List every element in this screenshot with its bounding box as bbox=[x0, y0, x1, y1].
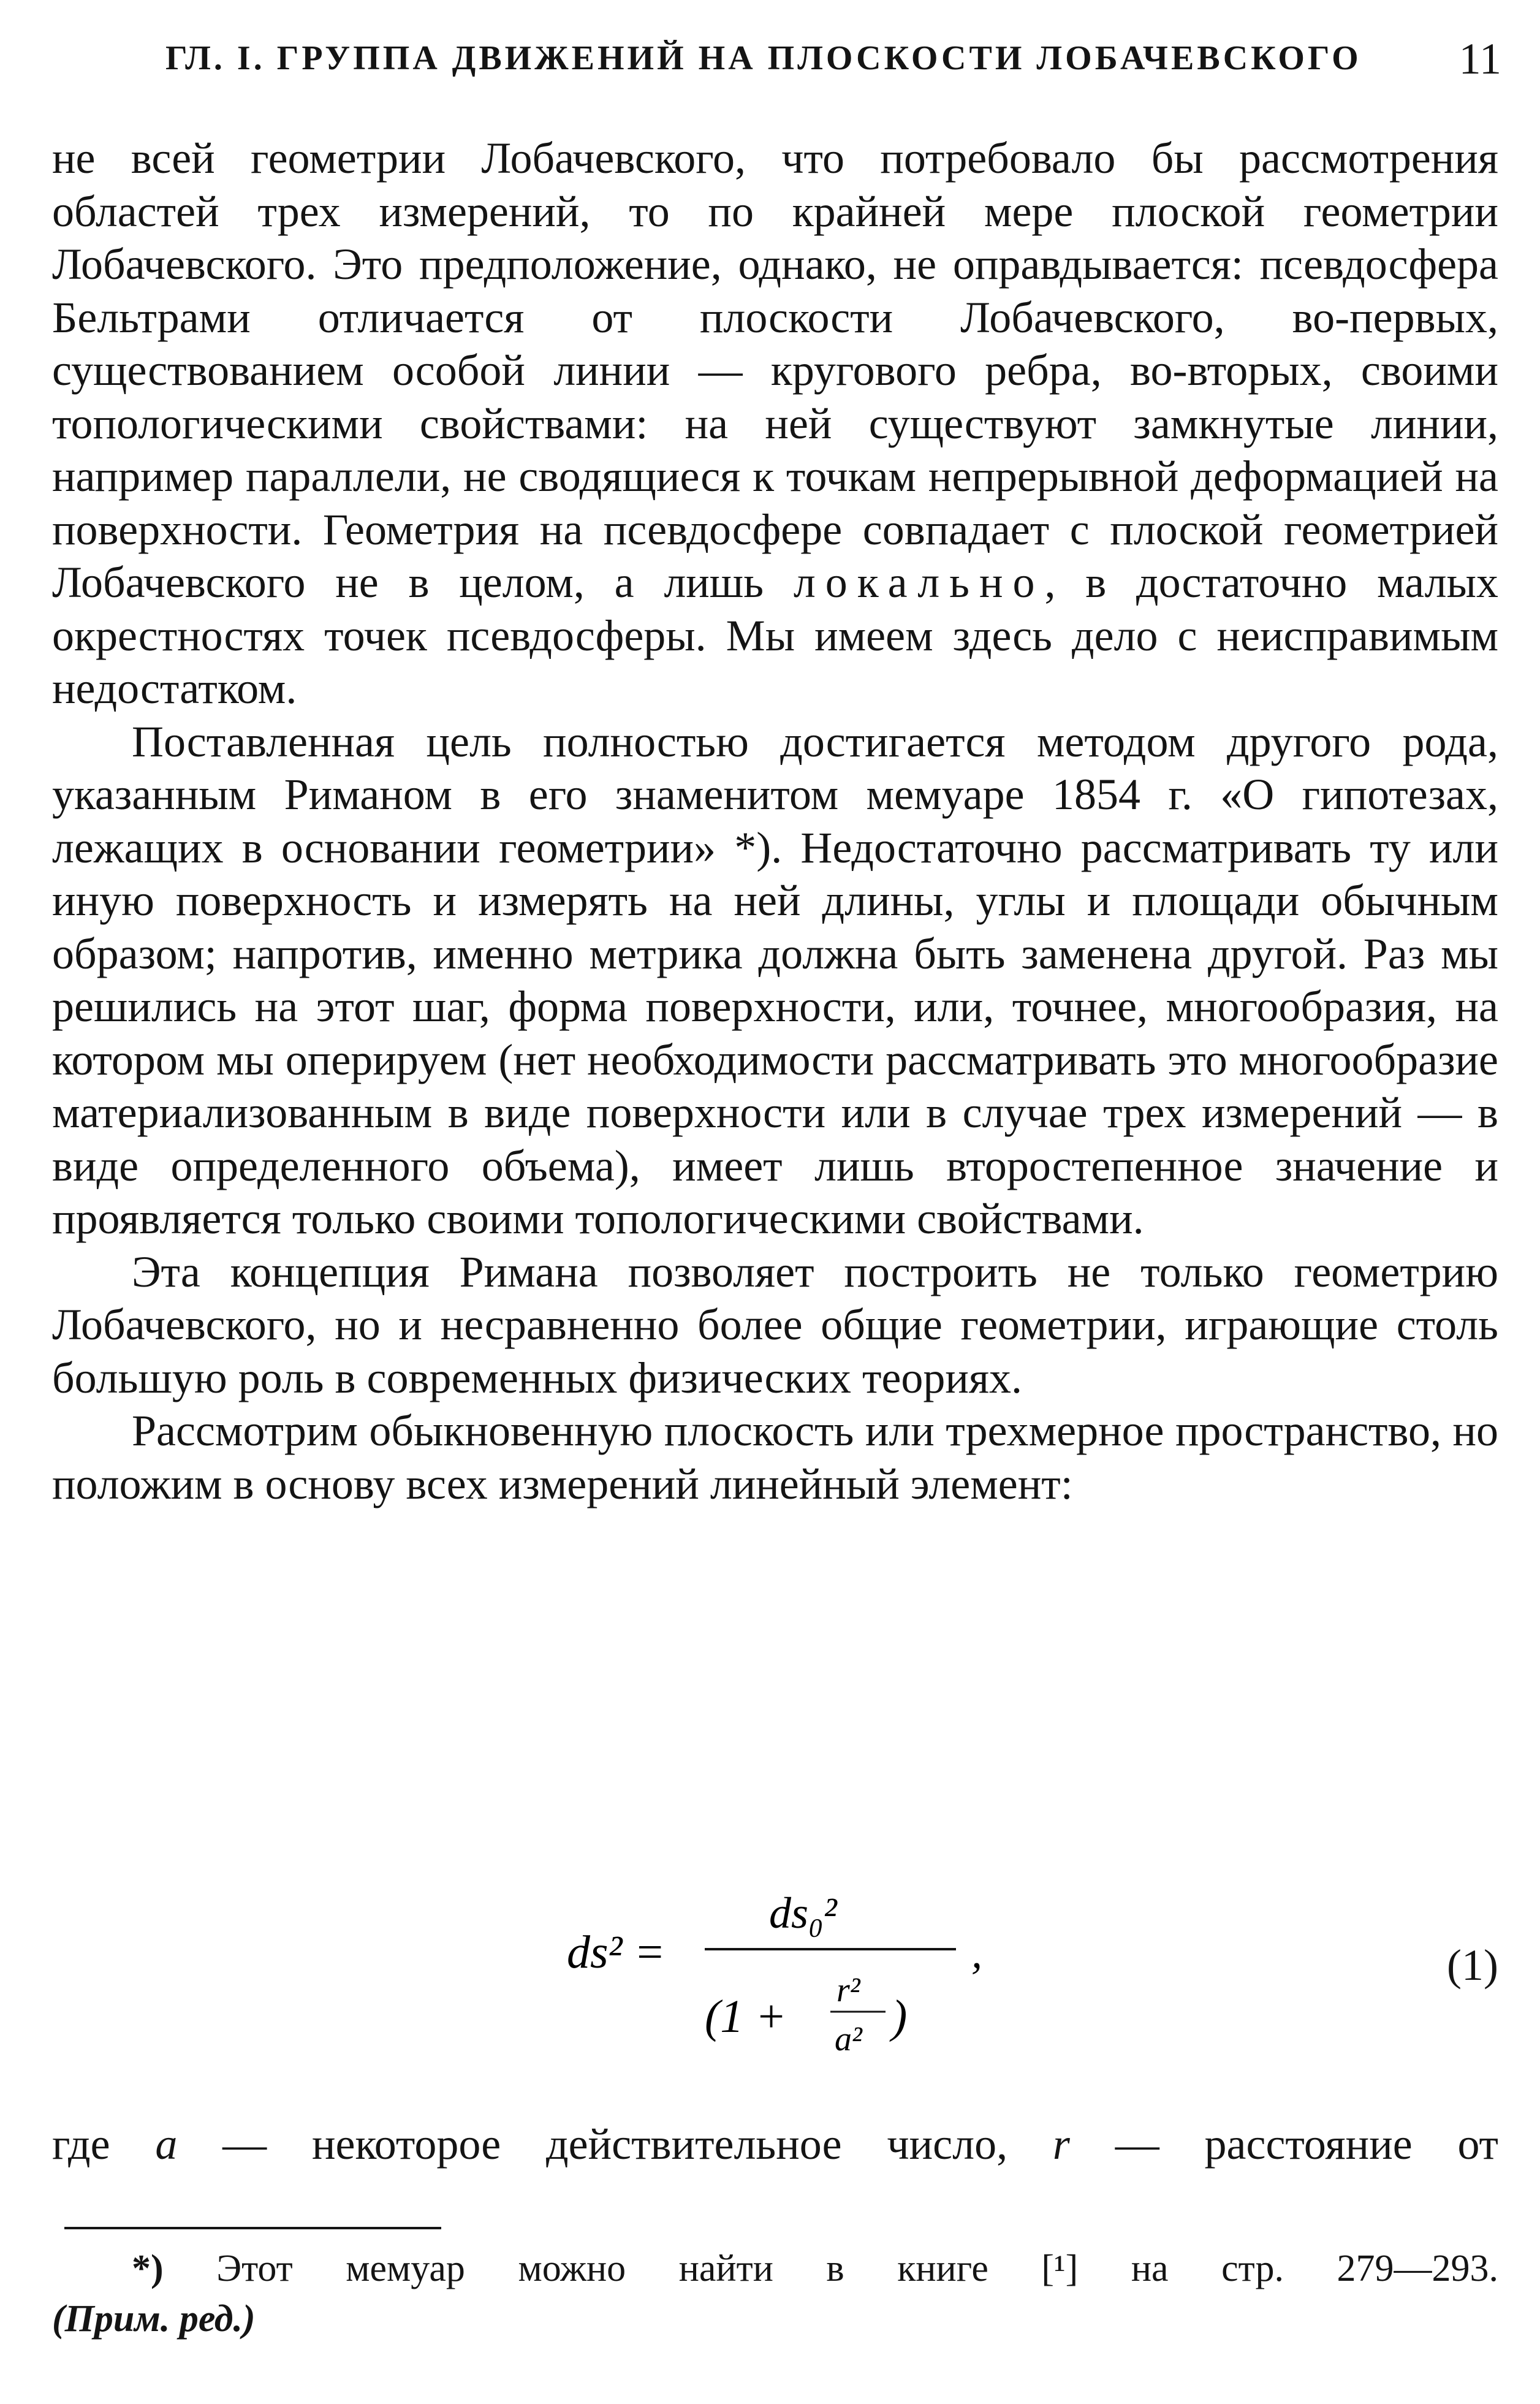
equation-graphic bbox=[567, 1870, 996, 2066]
paragraph-4: Рассмотрим обыкновенную плоскость или трехмерное пространство, но положим в основу всех измерений линейный элемент: bbox=[52, 1406, 1498, 1508]
editor-note: (Прим. ред.) bbox=[52, 2298, 256, 2340]
after-formula-prefix: где bbox=[52, 2120, 156, 2169]
equation-denominator-open: (1 + bbox=[705, 1991, 787, 2042]
after-formula-suffix: — расстояние от bbox=[1069, 2120, 1499, 2169]
equation-inner-denominator: a² bbox=[835, 2020, 862, 2058]
equation-trailing-comma: , bbox=[971, 1928, 982, 1977]
emphasis-spaced: локально bbox=[793, 558, 1045, 607]
footnote-text: Этот мемуар можно найти в книге [¹] на стр. 279—293. bbox=[163, 2248, 1498, 2289]
after-formula-middle: — некоторое действительное число, bbox=[177, 2120, 1053, 2169]
paragraph-1-part-3: , в достаточно малых окрестностях точек псевдосферы. Мы имеем здесь дело с неисправимым недостатком. bbox=[52, 558, 1498, 713]
equation-inner-numerator: r² bbox=[836, 1971, 860, 2009]
page-number: 11 bbox=[1458, 34, 1501, 83]
footnote bbox=[52, 2243, 1498, 2344]
equation-lhs: ds² = bbox=[567, 1927, 666, 1978]
footnote-line bbox=[52, 2243, 1498, 2294]
footnote-divider bbox=[64, 2227, 441, 2229]
page-header bbox=[55, 34, 1501, 89]
body-text bbox=[52, 132, 1498, 1510]
running-title: ГЛ. I. ГРУППА ДВИЖЕНИЙ НА ПЛОСКОСТИ ЛОБАЧЕВСКОГО bbox=[165, 39, 1362, 77]
equation-numerator: ds₀² bbox=[769, 1889, 837, 1938]
paragraph-1-part-1: не всей геометрии Лобачевского, что потребовало бы рассмотрения областей трех измерений, то по крайней мере плоской геометрии Лобачевского. Это предположение, однако, не оправдывается: псевдосфера Бельтрами отличается от плоскости Лобачевского, во-первых, существованием особой линии — кругового ребра, во-вторых, своими топологическими свойствами: на ней существуют замкнутые линии, например параллели, не сводящиеся к точкам непрерывной деформацией на поверхности. Геометрия на псевдосфере совпадает с плоской геометрией Лобачевского не в целом, а лишь bbox=[52, 134, 1498, 607]
variable-r: r bbox=[1052, 2120, 1070, 2169]
formula-block bbox=[52, 1845, 1498, 2078]
paragraph-1 bbox=[52, 132, 1498, 715]
equation bbox=[567, 1870, 996, 2077]
equation-number: (1) bbox=[1447, 1941, 1498, 1990]
paragraph-2: Поставленная цель полностью достигается методом другого рода, указанным Риманом в его знаменитом мемуаре 1854 г. «О гипотезах, лежащих в основании геометрии» *). Недостаточно рассматривать ту или иную поверхность и измерять на ней длины, углы и площади обычным образом; напротив, именно метрика должна быть заменена другой. Раз мы решились на этот шаг, форма поверхности, или, точнее, многообразия, на котором мы оперируем (нет необходимости рассматривать это многообразие материализованным в виде поверхности или в случае трех измерений — в виде определенного объема), имеет лишь второстепенное значение и проявляется только своими топологическими свойствами. bbox=[52, 717, 1498, 1243]
equation-denominator-close: ) bbox=[892, 1991, 908, 2042]
after-formula-line bbox=[52, 2118, 1498, 2170]
footnote-mark: *) bbox=[132, 2248, 164, 2289]
paragraph-3: Эта концепция Римана позволяет построить не только геометрию Лобачевского, но и несравненно более общие геометрии, играющие столь большую роль в современных физических теориях. bbox=[52, 1247, 1498, 1402]
variable-a: a bbox=[155, 2120, 178, 2169]
